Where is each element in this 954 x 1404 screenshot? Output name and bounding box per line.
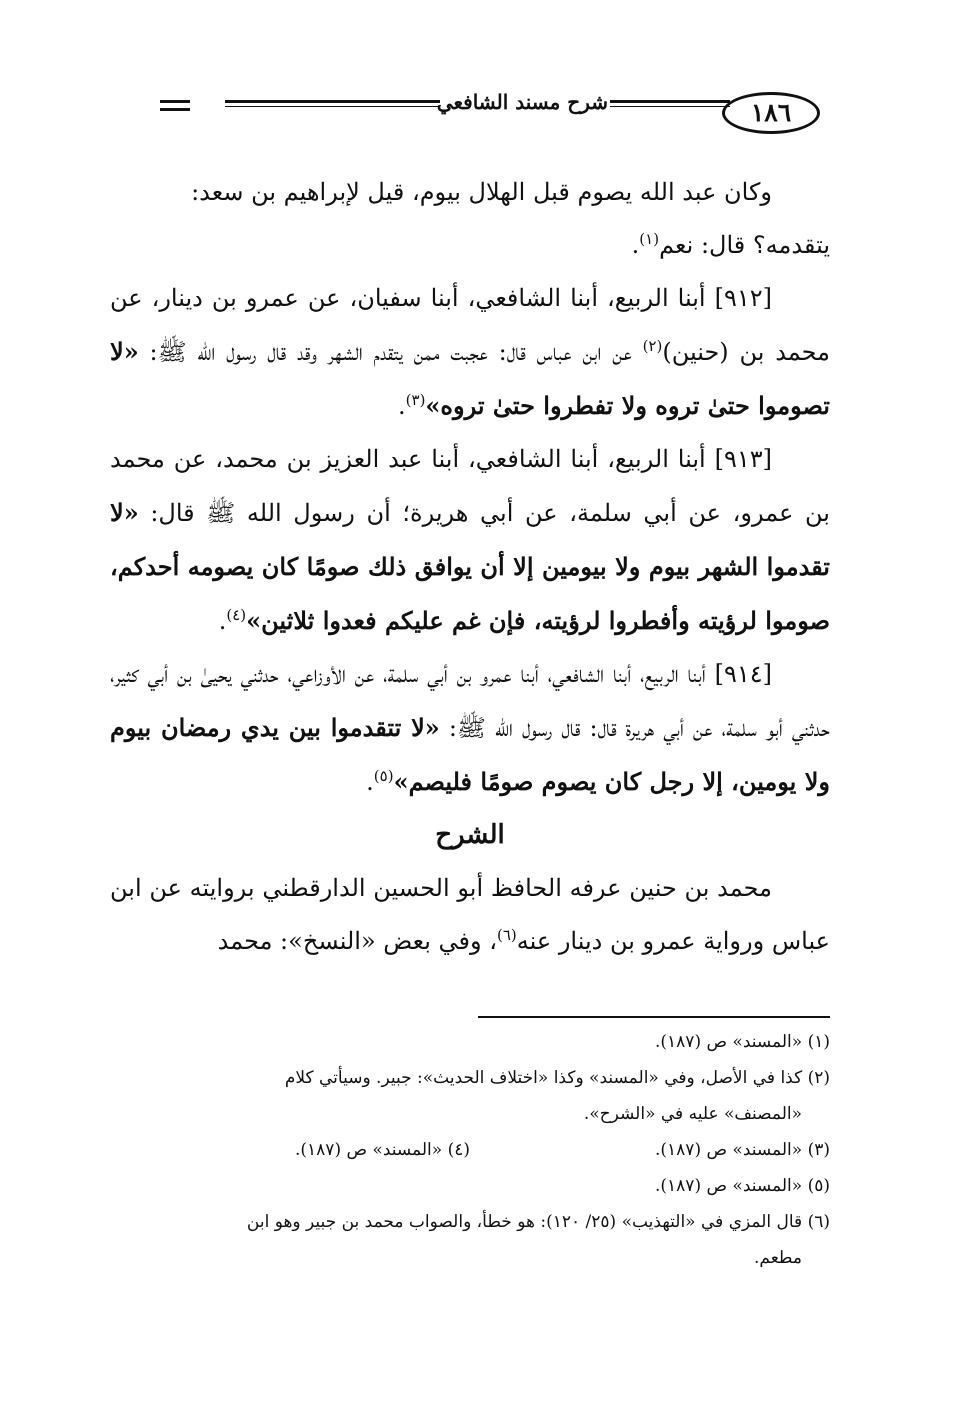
header-rule-middle-thin [225, 106, 440, 107]
page-number: ١٨٦ [722, 92, 820, 134]
paragraph-intro: وكان عبد الله يصوم قبل الهلال بيوم، قيل لإبراهيم بن سعد: يتقدمه؟ قال: نعم$^{(١)}$. [191, 178, 830, 259]
footnote-1: (١) «المسند» ص (١٨٧). [654, 1032, 830, 1052]
footnote-ref-4: (٤) [226, 606, 247, 624]
footnote-5: (٥) «المسند» ص (١٨٧). [654, 1176, 830, 1196]
intro-line-2: يتقدمه؟ قال: نعم [659, 231, 830, 259]
footnote-4: (٤) «المسند» ص (١٨٧). [294, 1140, 470, 1160]
footnote-3: (٣) «المسند» ص (١٨٧). [654, 1140, 830, 1160]
hadith-913: [٩١٣] أبنا الربيع، أبنا الشافعي، أبنا عبد العزيز بن محمد، عن محمد بن عمرو، عن أبي سلمة، عن أبي هريرة؛ أن رسول الله ﷺ قال: «لا تقدموا الشهر بيوم ولا بيومين إلا أن يوافق ذلك صومًا كان يصومه أحدكم، صوموا لرؤيته وأفطروا لرؤيته، فإن غم عليكم فعدوا ثلاثين»$^{(٤)}$. [110, 445, 830, 635]
header-rule-left-thick [160, 100, 190, 103]
hadith-912-matn: «لا تصوموا حتىٰ تروه ولا تفطروا حتىٰ تروه» [110, 337, 830, 420]
footnote-2: (٢) كذا في الأصل، وفي «المسند» وكذا «اختلاف الحديث»: جبير. وسيأتي كلام [284, 1068, 830, 1088]
hadith-914: [٩١٤] أبنا الربيع، أبنا الشافعي، أبنا عمرو بن أبي سلمة، عن الأوزاعي، حدثني يحيىٰ بن أبي كثير، حدثني أبو سلمة، عن أبي هريرة قال: قال رسول الله ﷺ: «لا تتقدموا بين يدي رمضان بيوم ولا يومين، إلا رجل كان يصوم صومًا فليصم»$^{(٥)}$. [110, 660, 830, 796]
footnote-ref-6: (٦) [497, 926, 517, 944]
footnote-2-continued: «المصنف» عليه في «الشرح». [583, 1104, 802, 1124]
section-heading: الشرح [435, 820, 505, 850]
header-rule-left-thick-2 [160, 108, 190, 111]
header-rule-middle-thick [225, 100, 440, 103]
footnotes [110, 1024, 830, 1276]
running-header [100, 86, 840, 134]
sharh-paragraph [110, 862, 830, 968]
hadith-913-isnad: [٩١٣] أبنا الربيع، أبنا الشافعي، أبنا عبد العزيز بن محمد، عن محمد بن عمرو، عن أبي سلمة، عن أبي هريرة؛ أن رسول الله ﷺ قال: [110, 445, 830, 527]
hadith-914-matn: «لا تتقدموا بين يدي رمضان بيوم ولا يومين، إلا رجل كان يصوم صومًا فليصم» [110, 713, 830, 796]
footnote-ref-5: (٥) [373, 767, 394, 785]
footnote-ref-3: (٣) [405, 391, 426, 409]
hadith-912-isnad: [٩١٢] أبنا الربيع، أبنا الشافعي، أبنا سفيان، عن عمرو بن دينار، عن محمد بن (حنين) [110, 284, 831, 366]
footnote-6: (٦) قال المزي في «التهذيب» (٢٥/ ١٢٠): هو خطأ، والصواب محمد بن جبير وهو ابن [246, 1212, 830, 1232]
footnote-ref-1: (١) [639, 230, 660, 248]
hadith-912-isnad-2: عن ابن عباس قال: عجبت ممن يتقدم الشهر وقد قال رسول الله ﷺ: [138, 338, 643, 366]
footnote-6-continued: مطعم. [754, 1248, 802, 1268]
hadith-912: [٩١٢] أبنا الربيع، أبنا الشافعي، أبنا سفيان، عن عمرو بن دينار، عن محمد بن (حنين)$^{(٢)}$ عن ابن عباس قال: عجبت ممن يتقدم الشهر وقد قال رسول الله ﷺ: «لا تصوموا حتىٰ تروه ولا تفطروا حتىٰ تروه»$^{(٣)}$. [110, 284, 831, 420]
footnote-ref-2: (٢) [642, 337, 663, 355]
book-title: شرح مسند الشافعي [436, 90, 608, 114]
header-rule-right-thin [610, 106, 730, 107]
footnote-separator [478, 1016, 830, 1018]
header-rule-right-thick [610, 100, 730, 103]
sharh-text-2: ، وفي بعض «النسخ»: محمد [217, 927, 497, 955]
hadith-914-isnad: [٩١٤] أبنا الربيع، أبنا الشافعي، أبنا عمرو بن أبي سلمة، عن الأوزاعي، حدثني يحيىٰ بن أبي كثير، حدثني أبو سلمة، عن أبي هريرة قال: قال رسول الله ﷺ: [110, 660, 830, 742]
intro-line-1: وكان عبد الله يصوم قبل الهلال بيوم، قيل لإبراهيم بن سعد: [191, 178, 772, 206]
sharh-text: محمد بن حنين عرفه الحافظ أبو الحسين الدارقطني بروايته عن ابن عباس ورواية عمرو بن دينار عنه [110, 874, 830, 955]
main-text [110, 166, 830, 968]
footnote-row-3-4 [110, 1132, 830, 1168]
hadith-913-matn: «لا تقدموا الشهر بيوم ولا بيومين إلا أن يوافق ذلك صومًا كان يصومه أحدكم، صوموا لرؤيته وأفطروا لرؤيته، فإن غم عليكم فعدوا ثلاثين» [110, 498, 830, 635]
